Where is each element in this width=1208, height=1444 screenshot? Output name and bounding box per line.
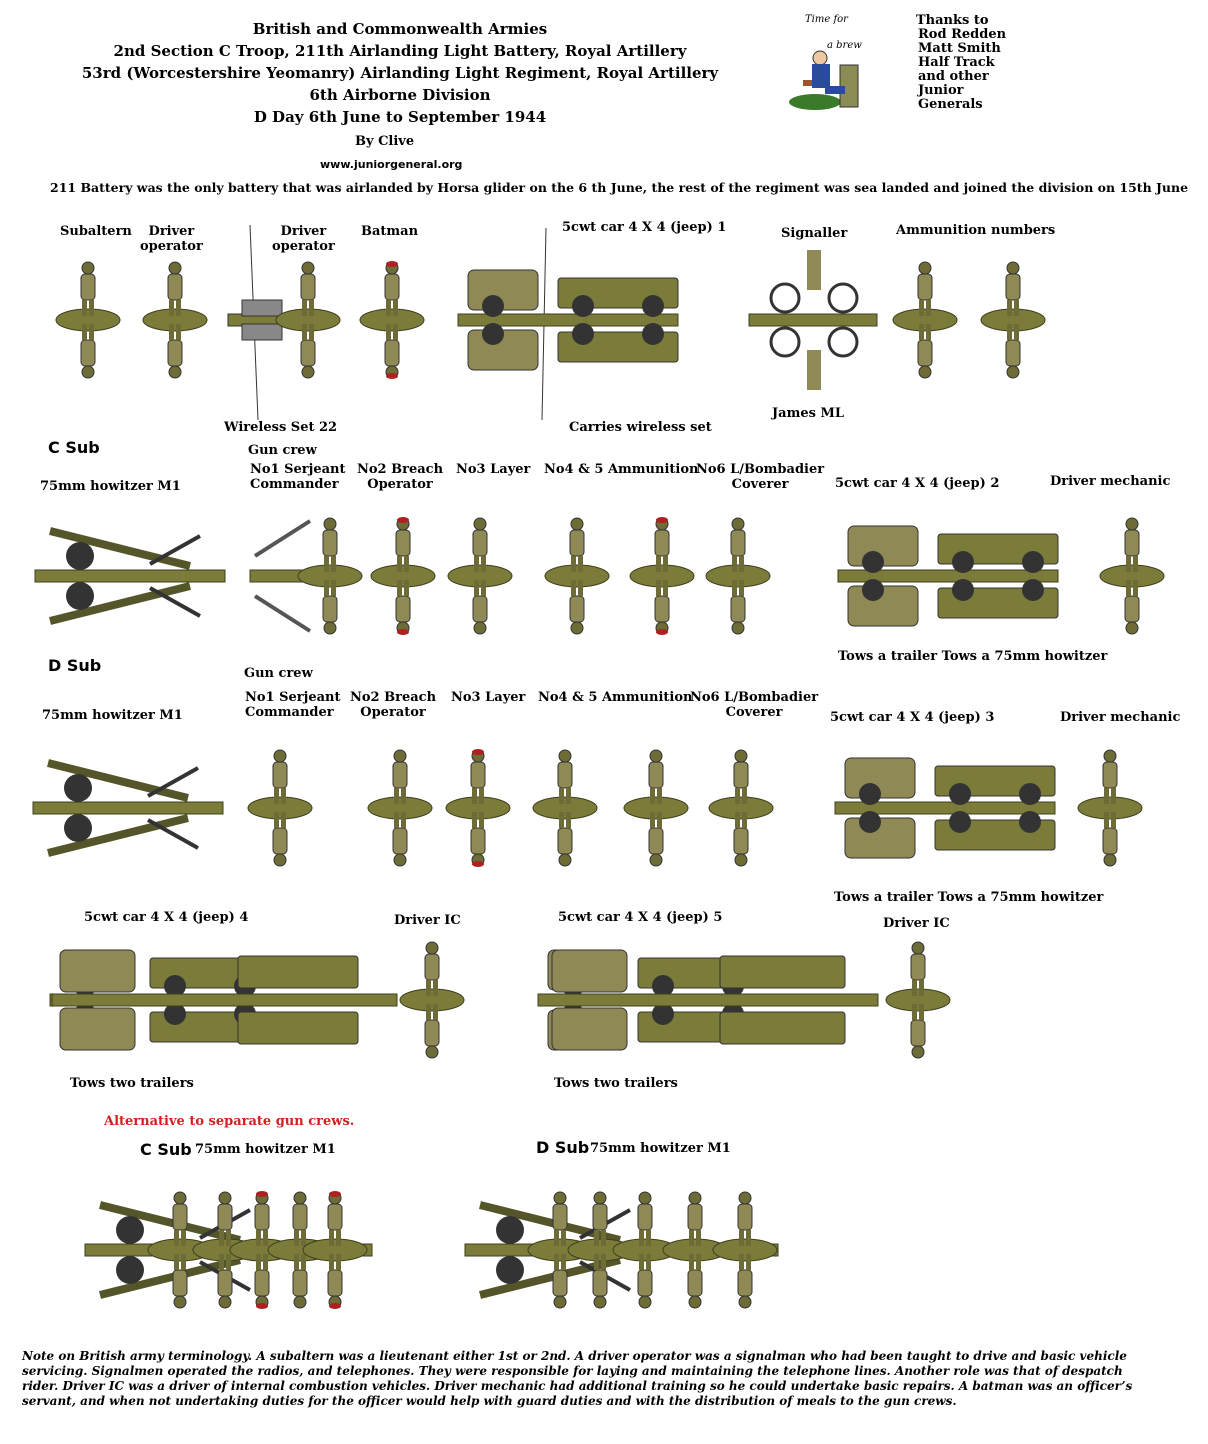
label-jeep-5: 5cwt car 4 X 4 (jeep) 5 <box>558 910 723 925</box>
alt-d-sub-counter <box>465 1192 778 1308</box>
label-howitzer: 75mm howitzer M1 <box>40 479 181 494</box>
label-subaltern: Subaltern <box>60 224 132 239</box>
thanks-name: Half Track <box>918 55 995 70</box>
label-no2: No2 Breach Operator <box>357 462 444 492</box>
label-jeep-3: 5cwt car 4 X 4 (jeep) 3 <box>830 710 995 725</box>
terminology-note: Note on British army terminology. A subaltern was a lieutenant either 1st or 2nd. A driver operator was a signalman who had been taught to drive and basic vehicle servicing. Signalmen operated the radios, and telephones. They were responsible for laying and maintaining the telephone lines. Another role was that of despatch rider. Driver IC was a driver of internal combustion vehicles. Driver mechanic had additional training so he could undertake basic repairs. A batman was an officer’s servant, and when not undertaking duties for the officer would help with guard duties and with the distribution of meals to the gun crews. <box>22 1349 1133 1408</box>
alternative-title: Alternative to separate gun crews. <box>104 1114 355 1129</box>
label-tows: Tows a trailer Tows a 75mm howitzer <box>838 649 1108 664</box>
label-no1: No1 Serjeant Commander <box>245 690 341 720</box>
alt-c-sub-counter <box>85 1191 372 1309</box>
label-driver-operator: Driver operator <box>140 224 203 254</box>
label-tows: Tows a trailer Tows a 75mm howitzer <box>834 890 1104 905</box>
label-driver-mechanic: Driver mechanic <box>1050 474 1171 489</box>
label-jeep-4: 5cwt car 4 X 4 (jeep) 4 <box>84 910 249 925</box>
thanks-name: and other <box>918 69 989 84</box>
alt-d-howitzer: 75mm howitzer M1 <box>590 1141 731 1156</box>
label-no2: No2 Breach Operator <box>350 690 437 720</box>
thanks-name: Matt Smith <box>918 41 1001 56</box>
logo-text-1: Time for <box>805 14 848 25</box>
label-gun-crew: Gun crew <box>248 443 317 458</box>
label-ammunition-numbers: Ammunition numbers <box>896 223 1056 238</box>
label-driver-operator: Driver operator <box>272 224 335 254</box>
label-no45: No4 & 5 Ammunition <box>538 690 693 705</box>
label-driver-ic: Driver IC <box>394 913 461 928</box>
header-line-3: 53rd (Worcestershire Yeomanry) Airlanding Light Regiment, Royal Artillery <box>81 64 719 82</box>
c-sub-title: C Sub <box>48 438 100 457</box>
label-gun-crew: Gun crew <box>244 666 313 681</box>
label-no3: No3 Layer <box>451 690 526 705</box>
label-batman: Batman <box>361 224 419 239</box>
d-sub-title: D Sub <box>48 656 102 675</box>
label-howitzer: 75mm howitzer M1 <box>42 708 183 723</box>
thanks-name: Generals <box>918 97 983 112</box>
alt-c-sub-title: C Sub <box>140 1140 192 1159</box>
label-signaller: Signaller <box>781 226 848 241</box>
label-james-ml: James ML <box>772 406 844 421</box>
intro-text: 211 Battery was the only battery that was airlanded by Horsa glider on the 6 th June, the rest of the regiment was sea landed and joined the division on 15th June <box>50 180 1189 195</box>
label-carries-wireless: Carries wireless set <box>569 420 712 435</box>
thanks-name: Rod Redden <box>918 27 1007 42</box>
header-line-4: 6th Airborne Division <box>309 86 491 104</box>
thanks-label: Thanks to <box>916 13 989 28</box>
label-tows-two: Tows two trailers <box>554 1076 678 1091</box>
label-no45: No4 & 5 Ammunition <box>544 462 699 477</box>
label-jeep-1: 5cwt car 4 X 4 (jeep) 1 <box>562 220 727 235</box>
header-line-5: D Day 6th June to September 1944 <box>253 108 547 126</box>
thanks-name: Junior <box>918 83 964 98</box>
label-driver-ic: Driver IC <box>883 916 950 931</box>
label-no6: No6 L/Bombadier Coverer <box>696 462 825 492</box>
alt-d-sub-title: D Sub <box>536 1138 590 1157</box>
site-link[interactable]: www.juniorgeneral.org <box>320 158 463 171</box>
label-no1: No1 Serjeant Commander <box>250 462 346 492</box>
label-wireless-set: Wireless Set 22 <box>224 420 338 435</box>
logo-text-2: a brew <box>827 40 862 51</box>
label-tows-two: Tows two trailers <box>70 1076 194 1091</box>
label-jeep-2: 5cwt car 4 X 4 (jeep) 2 <box>835 476 1000 491</box>
alt-c-howitzer: 75mm howitzer M1 <box>195 1142 336 1157</box>
byline: By Clive <box>355 134 415 149</box>
label-no3: No3 Layer <box>456 462 531 477</box>
header-line-1: British and Commonwealth Armies <box>252 20 548 38</box>
header-line-2: 2nd Section C Troop, 211th Airlanding Light Battery, Royal Artillery <box>113 42 687 60</box>
label-driver-mechanic: Driver mechanic <box>1060 710 1181 725</box>
label-no6: No6 L/Bombadier Coverer <box>690 690 819 720</box>
